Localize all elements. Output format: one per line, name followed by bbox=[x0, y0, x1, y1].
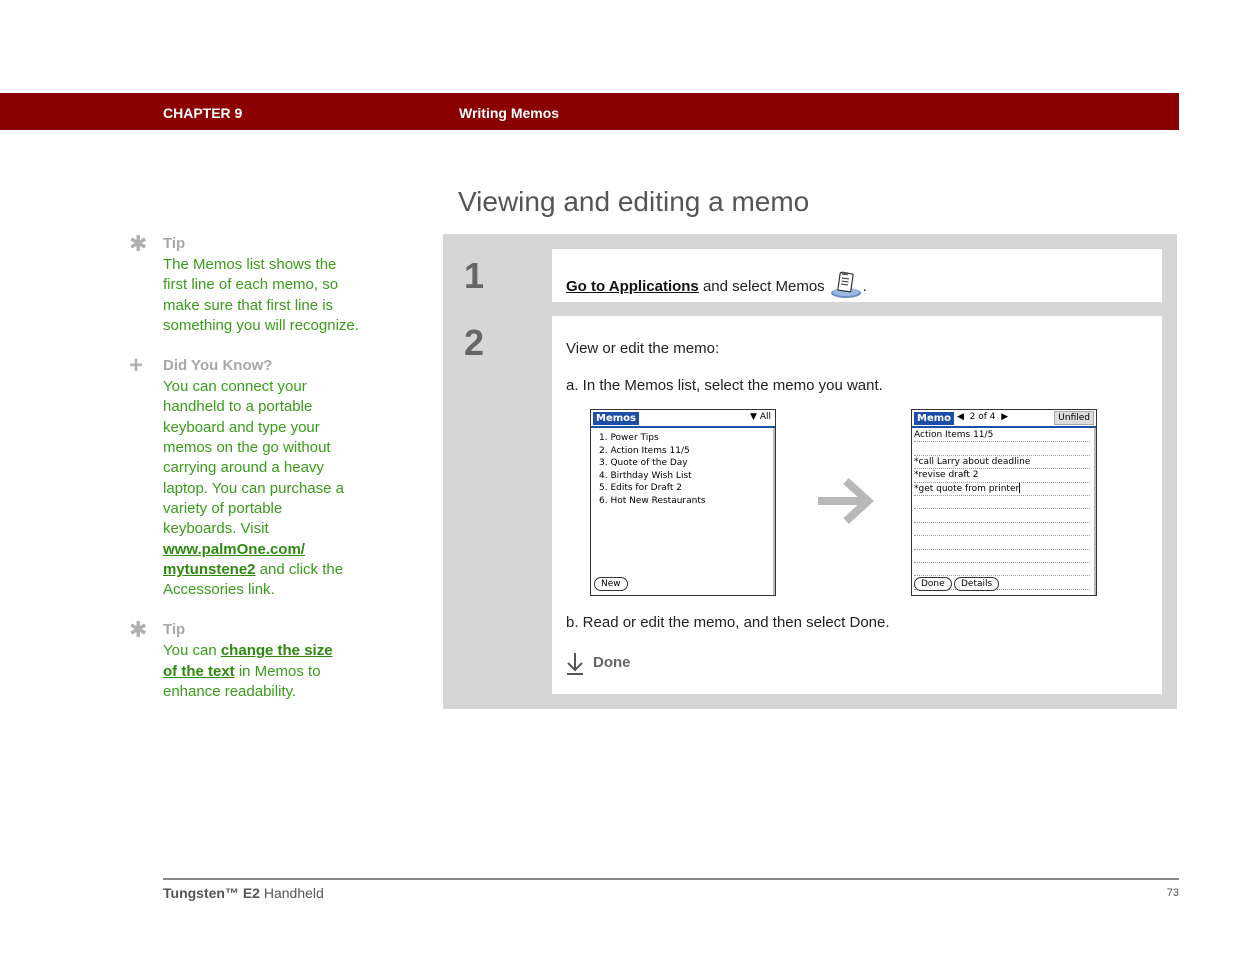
memo-line-text: *get quote from printer bbox=[914, 483, 1020, 494]
step-1 bbox=[457, 249, 1162, 302]
step-2 bbox=[457, 316, 1162, 694]
tip-block-1 bbox=[129, 231, 359, 336]
page-title: Viewing and editing a memo bbox=[458, 186, 810, 217]
step-1-period: . bbox=[862, 277, 867, 295]
did-you-know-body bbox=[163, 377, 359, 600]
list-item: 4. Birthday Wish List bbox=[599, 470, 692, 481]
memo-line bbox=[914, 523, 1090, 536]
memo-line: Action Items 11/5 bbox=[914, 429, 1090, 442]
list-item: 5. Edits for Draft 2 bbox=[599, 483, 682, 493]
memo-line bbox=[914, 536, 1090, 549]
step-number bbox=[457, 249, 552, 302]
memo-line bbox=[914, 509, 1090, 522]
sidebar bbox=[129, 231, 359, 722]
left-arrow-icon: ◀ bbox=[957, 412, 964, 422]
asterisk-icon: ✱ bbox=[129, 231, 148, 256]
step-number bbox=[457, 316, 552, 694]
footer-rule bbox=[163, 878, 1179, 880]
arrow-down-done-icon bbox=[566, 663, 584, 680]
memo-line: *revise draft 2 bbox=[914, 469, 1090, 482]
text-cursor bbox=[1019, 483, 1020, 493]
step-2-sub-a: a. In the Memos list, select the memo you want. bbox=[566, 377, 883, 394]
did-you-know-text: You can connect your handheld to a portable keyboard and type your memos on the go without carrying around a heavy laptop. You can purchase a variety of portable keyboards. Visit bbox=[163, 378, 344, 538]
list-item: 1. Power Tips bbox=[599, 433, 659, 443]
new-button: New bbox=[594, 577, 628, 591]
done-button: Done bbox=[914, 577, 952, 591]
step-number-text: 2 bbox=[464, 322, 485, 363]
details-button: Details bbox=[954, 577, 999, 591]
list-item: 2. Action Items 11/5 bbox=[599, 445, 690, 456]
did-you-know-heading: Did You Know? bbox=[163, 357, 273, 375]
memo-line bbox=[914, 563, 1090, 576]
category-value: Unfiled bbox=[1054, 411, 1094, 425]
change-text-size-link[interactable]: change the size bbox=[220, 642, 333, 660]
chapter-label: CHAPTER 9 bbox=[163, 105, 243, 121]
tip-block-2 bbox=[129, 617, 359, 702]
memo-navigation bbox=[957, 412, 1008, 422]
memo-line bbox=[914, 483, 1090, 496]
step-number-text: 1 bbox=[464, 255, 485, 296]
dropdown-triangle-icon: ▼ bbox=[750, 412, 757, 422]
plus-icon: + bbox=[129, 352, 144, 380]
scrollbar bbox=[773, 428, 775, 595]
step-content bbox=[552, 249, 1162, 302]
step-2-sub-b: b. Read or edit the memo, and then select Done. bbox=[566, 614, 890, 631]
memo-list bbox=[599, 432, 706, 507]
step-1-instruction bbox=[566, 271, 867, 303]
memo-line bbox=[914, 442, 1090, 455]
did-you-know-block bbox=[129, 352, 359, 600]
title-rule bbox=[912, 426, 1096, 428]
page-number: 73 bbox=[1166, 887, 1179, 899]
memos-app-icon bbox=[829, 271, 863, 303]
step-2-intro: View or edit the memo: bbox=[566, 340, 720, 357]
scrollbar bbox=[1094, 428, 1096, 595]
category-value: All bbox=[759, 412, 771, 422]
asterisk-icon: ✱ bbox=[129, 617, 148, 643]
did-you-know-text-end: and click the Accessories link. bbox=[163, 560, 344, 599]
memo-line bbox=[914, 496, 1090, 509]
tip-heading: Tip bbox=[163, 235, 186, 252]
title-rule bbox=[591, 426, 775, 428]
category-selector bbox=[750, 412, 771, 422]
list-item: 3. Quote of the Day bbox=[599, 458, 688, 468]
memo-position: 2 of 4 bbox=[969, 412, 996, 422]
section-label: Writing Memos bbox=[459, 105, 560, 121]
done-label: Done bbox=[593, 654, 631, 671]
memo-line: *call Larry about deadline bbox=[914, 456, 1090, 469]
screen-title: Memos bbox=[593, 412, 639, 425]
product-name: Tungsten™ E2 bbox=[163, 885, 260, 901]
list-item: 6. Hot New Restaurants bbox=[599, 495, 706, 506]
step-1-text: and select Memos bbox=[698, 277, 825, 295]
step-content bbox=[552, 316, 1162, 694]
tip-body bbox=[163, 641, 359, 702]
product-suffix: Handheld bbox=[259, 885, 324, 901]
palmone-link-continued[interactable]: mytunstene2 bbox=[163, 560, 256, 578]
done-indicator bbox=[566, 652, 631, 681]
arrow-right-icon bbox=[816, 476, 876, 531]
steps-panel bbox=[443, 234, 1177, 709]
memos-list-screenshot bbox=[590, 409, 776, 596]
tip-text-end: in Memos to enhance readability. bbox=[163, 662, 321, 701]
tip-heading: Tip bbox=[163, 621, 186, 639]
right-arrow-icon: ▶ bbox=[1001, 412, 1009, 422]
tip-text: You can bbox=[163, 642, 221, 660]
memo-line bbox=[914, 550, 1090, 563]
go-to-applications-link[interactable]: Go to Applications bbox=[566, 277, 699, 295]
memo-detail-screenshot bbox=[911, 409, 1097, 596]
memo-text-area bbox=[914, 429, 1090, 590]
footer-product bbox=[163, 885, 324, 901]
palmone-link[interactable]: www.palmOne.com/ bbox=[163, 540, 305, 558]
change-text-size-link-continued[interactable]: of the text bbox=[163, 662, 235, 680]
screen-title: Memo bbox=[914, 412, 954, 425]
tip-body: The Memos list shows the first line of each memo, so make sure that first line is something you will recognize. bbox=[163, 256, 359, 334]
